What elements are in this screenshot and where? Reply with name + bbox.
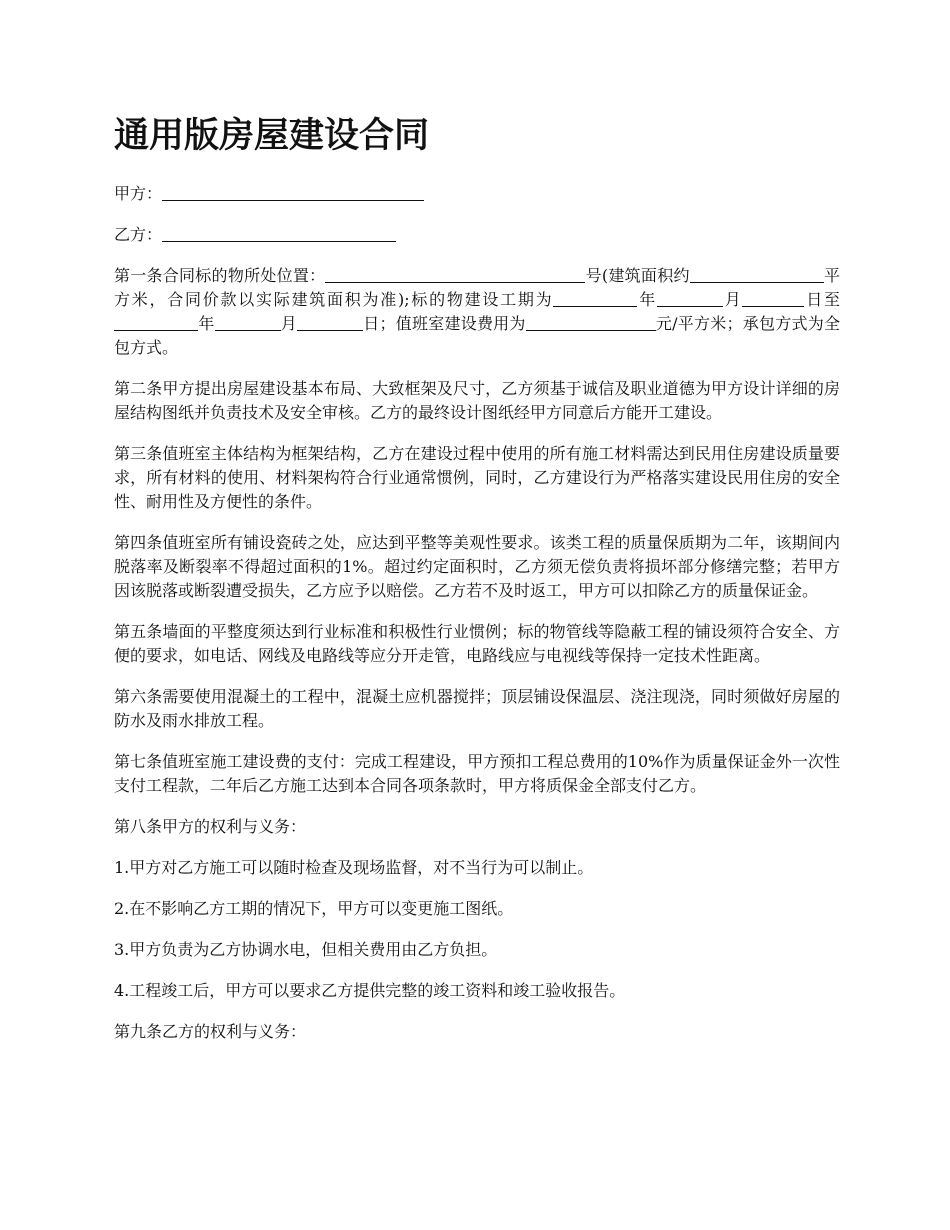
article-8-item: 3.甲方负责为乙方协调水电，但相关费用由乙方负担。	[114, 940, 498, 959]
start-year-blank	[553, 290, 637, 307]
start-day-blank	[742, 290, 770, 307]
article-6: 第六条需要使用混凝土的工程中，混凝土应机器搅拌；顶层铺设保温层、浇注现浇，同时须做好房屋的防水及雨水排放工程。	[114, 687, 840, 730]
party-a-blank	[162, 184, 424, 201]
art1-text: 平方米，合同价款以实际建筑面积为准);标的物建设工期为	[114, 266, 840, 309]
art1-text: 第一条合同标的物所处位置：	[114, 266, 326, 285]
party-b-line	[114, 223, 840, 247]
article-5: 第五条墙面的平整度须达到行业标准和积极性行业惯例；标的物管线等隐蔽工程的铺设须符合安全、方便的要求，如电话、网线及电路线等应分开走管，电路线应与电视线等保持一定技术性距离。	[114, 622, 840, 665]
end-day-blank	[297, 314, 363, 331]
party-a-line	[114, 182, 840, 206]
party-b-label: 乙方：	[114, 225, 163, 244]
contract-page	[114, 110, 840, 1061]
party-a-label: 甲方：	[114, 184, 163, 203]
area-blank	[690, 266, 794, 283]
art1-text: 月	[280, 314, 297, 333]
art1-text: 日至	[804, 290, 840, 309]
article-9-title: 第九条乙方的权利与义务：	[114, 1022, 307, 1041]
art1-text: 号(建筑面积约	[585, 266, 690, 285]
art1-text: 年	[198, 314, 215, 333]
article-8-item: 2.在不影响乙方工期的情况下，甲方可以变更施工图纸。	[114, 899, 514, 918]
price-blank	[526, 314, 656, 331]
art1-text: 日；值班室建设费用为	[363, 314, 526, 333]
party-b-blank	[162, 225, 396, 242]
area-blank-cont	[794, 266, 824, 283]
document-title: 通用版房屋建设合同	[114, 116, 430, 156]
article-8-title: 第八条甲方的权利与义务：	[114, 817, 307, 836]
article-3: 第三条值班室主体结构为框架结构，乙方在建设过程中使用的所有施工材料需达到民用住房建设质量要求，所有材料的使用、材料架构符合行业通常惯例，同时，乙方建设行为严格落实建设民用住房的安全性、耐用性及方便性的条件。	[114, 444, 840, 511]
article-7: 第七条值班室施工建设费的支付：完成工程建设，甲方预扣工程总费用的10%作为质量保证金外一次性支付工程款，二年后乙方施工达到本合同各项条款时，甲方将质保金全部支付乙方。	[114, 752, 840, 795]
start-month-blank	[657, 290, 723, 307]
article-1	[114, 264, 840, 360]
article-8-item: 1.甲方对乙方施工可以随时检查及现场监督，对不当行为可以制止。	[114, 858, 594, 877]
art1-text: 年	[637, 290, 657, 309]
article-2: 第二条甲方提出房屋建设基本布局、大致框架及尺寸，乙方须基于诚信及职业道德为甲方设计详细的房屋结构图纸并负责技术及安全审核。乙方的最终设计图纸经甲方同意后方能开工建设。	[114, 379, 840, 422]
end-year-blank	[114, 314, 198, 331]
article-8-item: 4.工程竣工后，甲方可以要求乙方提供完整的竣工资料和竣工验收报告。	[114, 981, 626, 1000]
location-blank	[325, 266, 585, 283]
article-4: 第四条值班室所有铺设瓷砖之处，应达到平整等美观性要求。该类工程的质量保质期为二年，该期间内脱落率及断裂率不得超过面积的1%。超过约定面积时，乙方须无偿负责将损坏部分修缮完整；若甲方因该脱落或断裂遭受损失，乙方应予以赔偿。乙方若不及时返工，甲方可以扣除乙方的质量保证金。	[114, 533, 840, 600]
start-day-blank-cont	[770, 290, 804, 307]
art1-text: 月	[722, 290, 743, 309]
end-month-blank	[215, 314, 281, 331]
art1-text: 元/平方米；承包方式为全包方式。	[114, 314, 840, 357]
